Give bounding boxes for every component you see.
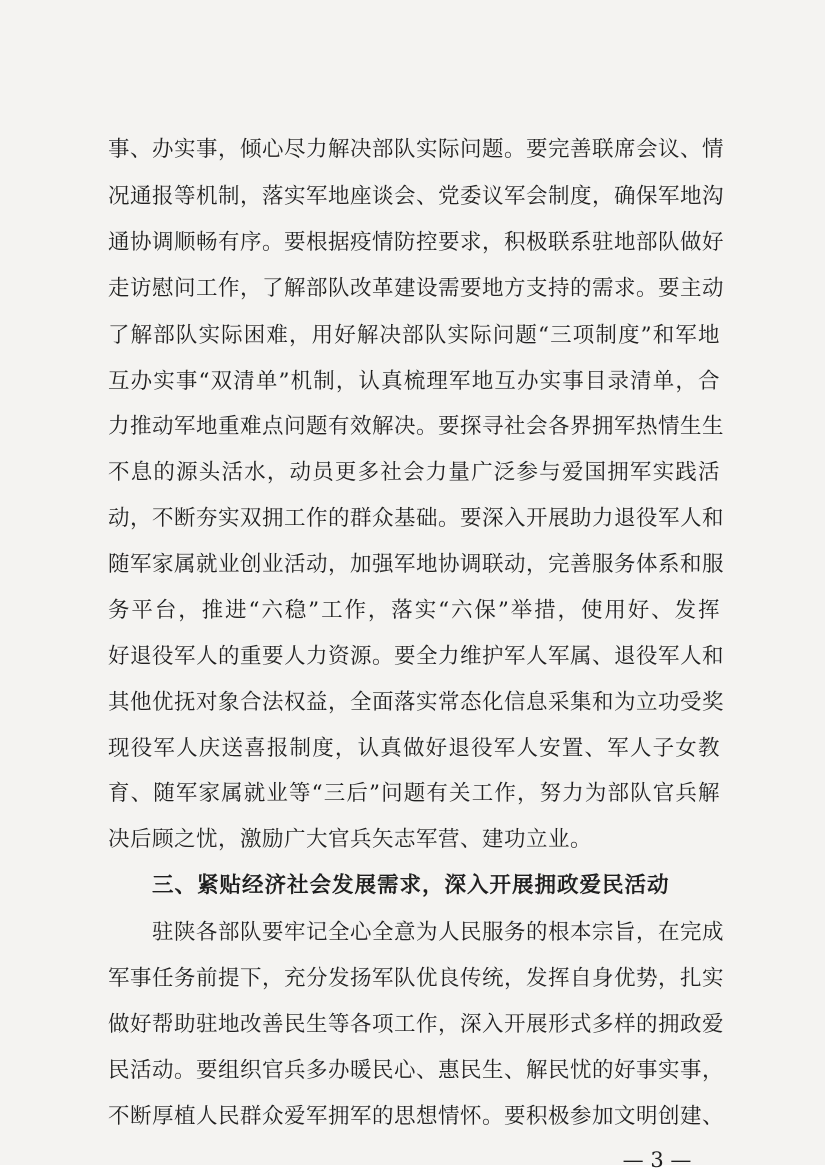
body-line: 动，不断夯实双拥工作的群众基础。要深入开展助力退役军人和 bbox=[108, 506, 725, 531]
body-line: 互办实事“双清单”机制，认真梳理军地互办实事目录清单，合 bbox=[108, 369, 720, 394]
body-line: 随军家属就业创业活动，加强军地协调联动，完善服务体系和服 bbox=[108, 552, 725, 577]
body-line: 其他优抚对象合法权益，全面落实常态化信息采集和为立功受奖 bbox=[108, 690, 725, 715]
body-line: 现役军人庆送喜报制度，认真做好退役军人安置、军人子女教 bbox=[108, 736, 720, 761]
body-line: 不息的源头活水，动员更多社会力量广泛参与爱国拥军实践活 bbox=[108, 460, 720, 485]
body-line: 不断厚植人民群众爱军拥军的思想情怀。要积极参加文明创建、 bbox=[108, 1104, 725, 1129]
section-heading: 三、紧贴经济社会发展需求，深入开展拥政爱民活动 bbox=[152, 873, 670, 898]
body-line: 务平台，推进“六稳”工作，落实“六保”举措，使用好、发挥 bbox=[108, 598, 720, 623]
body-line: 了解部队实际困难，用好解决部队实际问题“三项制度”和军地 bbox=[108, 323, 720, 348]
body-line: 事、办实事，倾心尽力解决部队实际问题。要完善联席会议、情 bbox=[108, 137, 725, 162]
body-line: 况通报等机制，落实军地座谈会、党委议军会制度，确保军地沟 bbox=[108, 184, 725, 209]
body-line: 力推动军地重难点问题有效解决。要探寻社会各界拥军热情生生 bbox=[108, 414, 725, 439]
page-number: — 3 — bbox=[622, 1148, 692, 1172]
body-line: 好退役军人的重要人力资源。要全力维护军人军属、退役军人和 bbox=[108, 644, 725, 669]
body-line: 育、随军家属就业等“三后”问题有关工作，努力为部队官兵解 bbox=[108, 781, 720, 806]
body-line: 做好帮助驻地改善民生等各项工作，深入开展形式多样的拥政爱 bbox=[108, 1012, 725, 1037]
body-line: 走访慰问工作，了解部队改革建设需要地方支持的需求。要主动 bbox=[108, 276, 725, 301]
body-line: 驻陕各部队要牢记全心全意为人民服务的根本宗旨，在完成 bbox=[152, 920, 725, 945]
body-line: 决后顾之忧，激励广大官兵矢志军营、建功立业。 bbox=[108, 827, 593, 852]
body-line: 民活动。要组织官兵多办暖民心、惠民生、解民忧的好事实事， bbox=[108, 1058, 725, 1083]
body-line: 军事任务前提下，充分发扬军队优良传统，发挥自身优势，扎实 bbox=[108, 966, 725, 991]
body-line: 通协调顺畅有序。要根据疫情防控要求，积极联系驻地部队做好 bbox=[108, 230, 725, 255]
